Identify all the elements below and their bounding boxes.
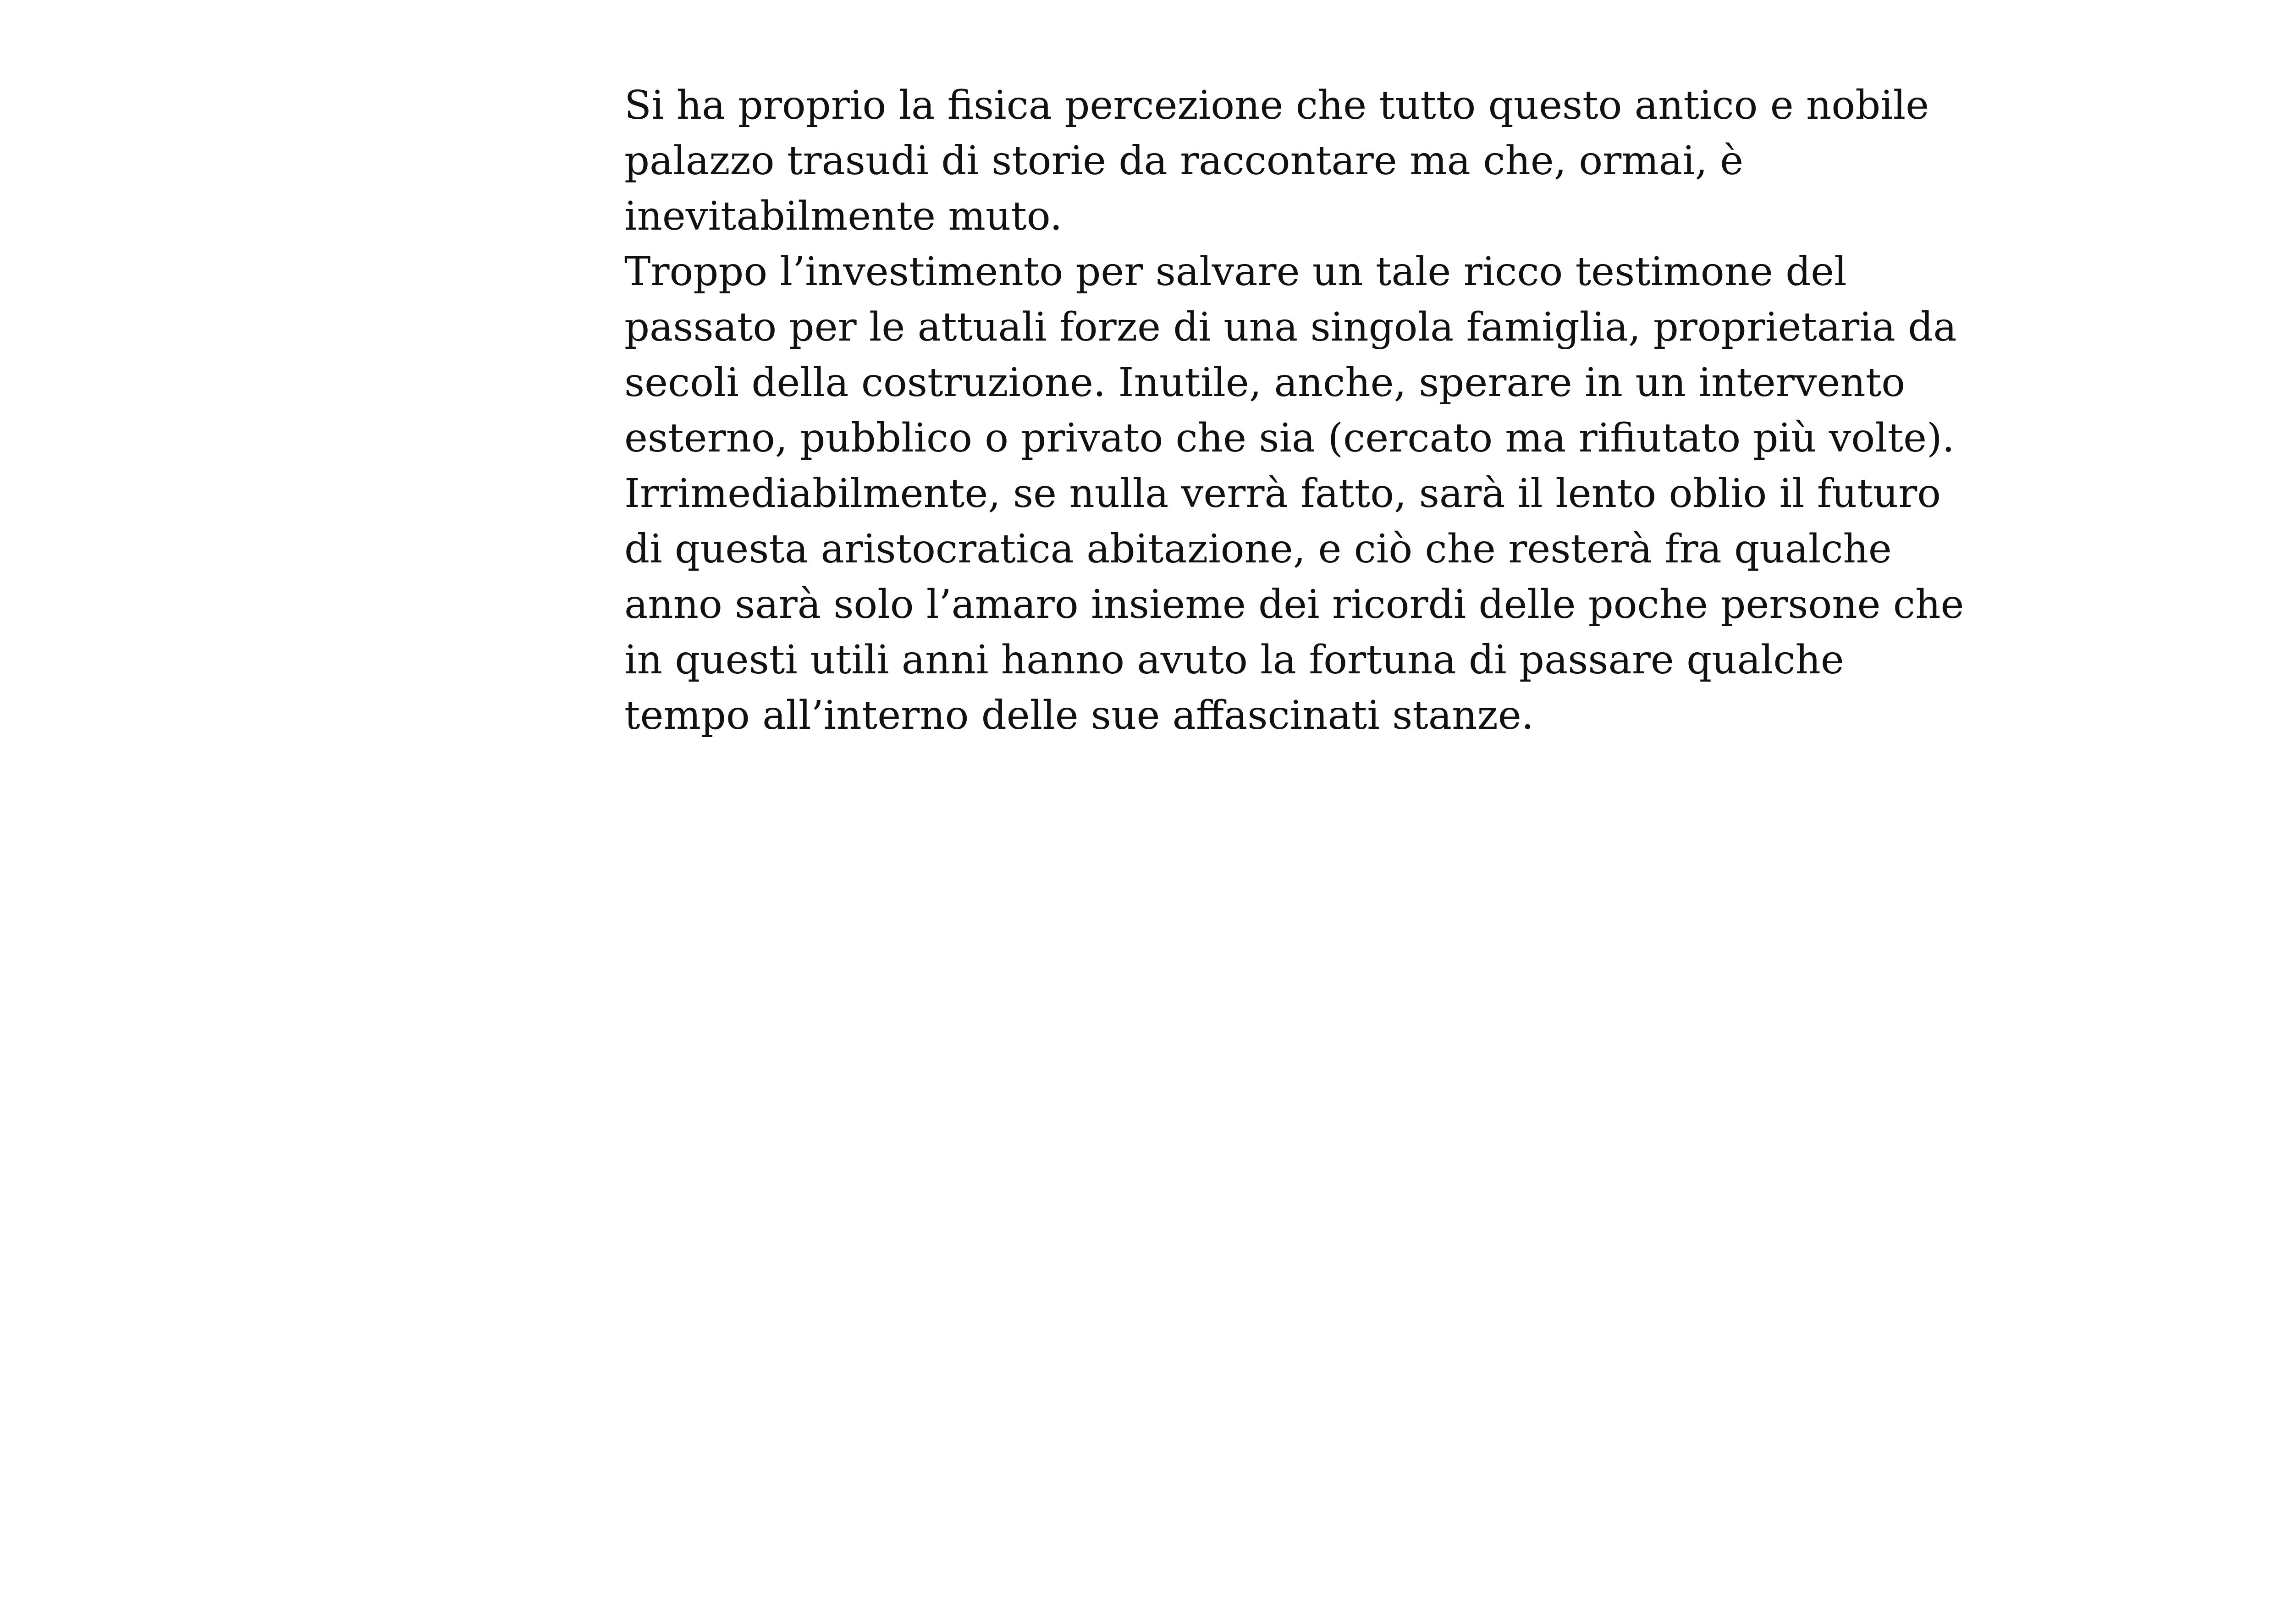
text-line: passato per le attuali forze di una singola famiglia, proprietaria da	[624, 304, 1957, 350]
text-line: tempo all’interno delle sue affascinati stanze.	[624, 693, 1534, 738]
text-line: secoli della costruzione. Inutile, anche, sperare in un intervento	[624, 360, 1906, 406]
text-line: anno sarà solo l’amaro insieme dei ricordi delle poche persone che	[624, 582, 1964, 628]
body-text	[624, 78, 1964, 743]
text-line: di questa aristocratica abitazione, e ciò che resterà fra qualche	[624, 526, 1892, 572]
text-line: palazzo trasudi di storie da raccontare ma che, ormai, è	[624, 138, 1744, 184]
text-line: Si ha proprio la fisica percezione che tutto questo antico e nobile	[624, 83, 1929, 128]
text-line: in questi utili anni hanno avuto la fortuna di passare qualche	[624, 637, 1844, 683]
text-line: inevitabilmente muto.	[624, 193, 1063, 239]
text-line: Troppo l’investimento per salvare un tale ricco testimone del	[624, 249, 1847, 295]
text-line: esterno, pubblico o privato che sia (cercato ma rifiutato più volte).	[624, 415, 1955, 461]
text-line: Irrimediabilmente, se nulla verrà fatto, sarà il lento oblio il futuro	[624, 471, 1941, 517]
